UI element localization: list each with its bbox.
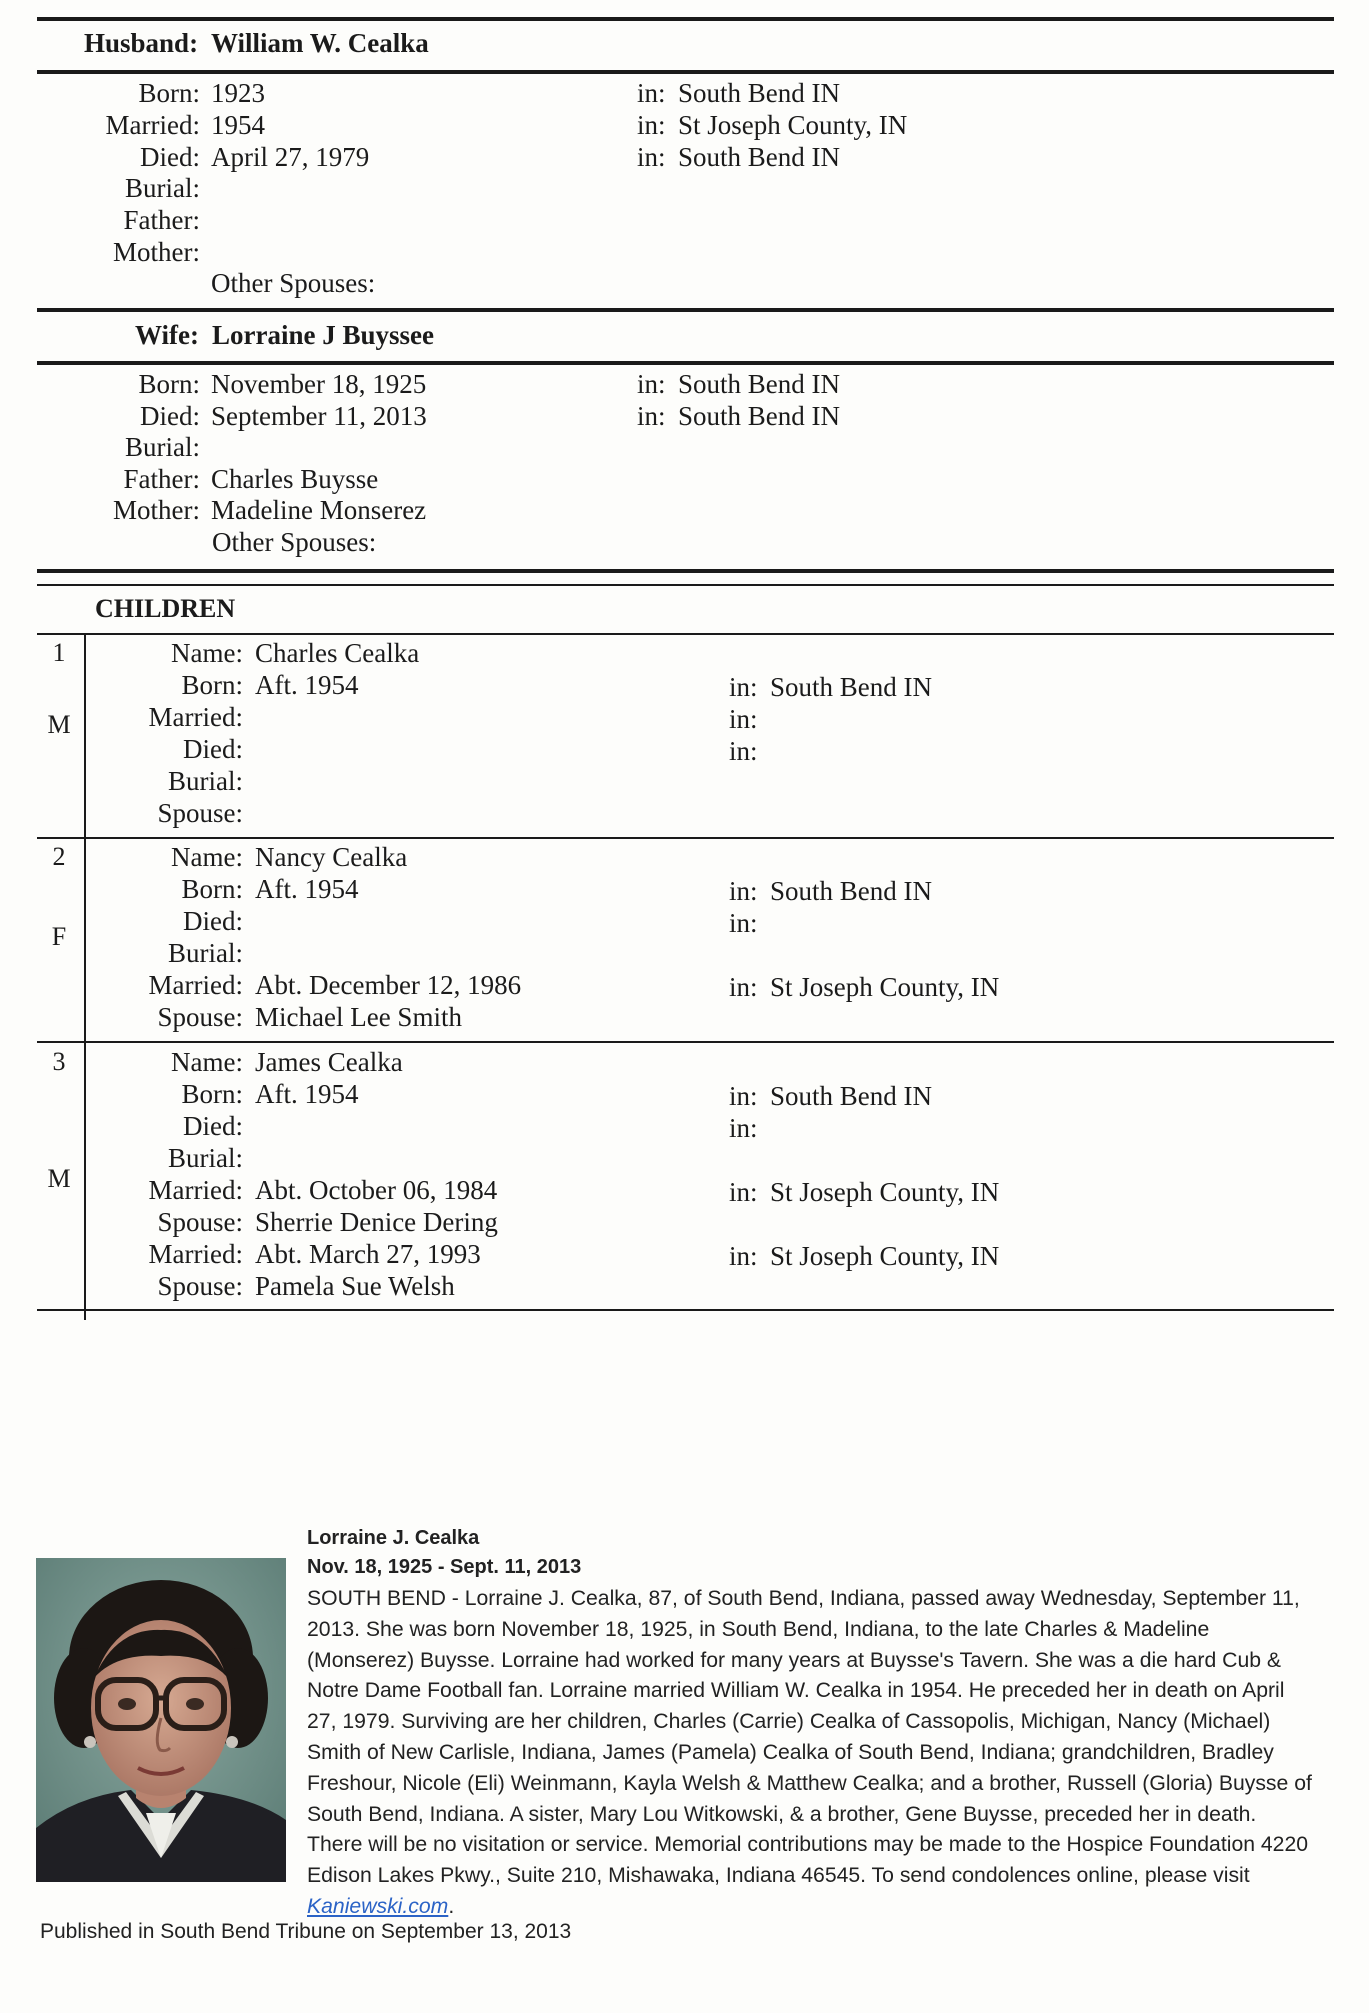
child-field-in-label: in: xyxy=(729,1081,758,1111)
child-field-value: Charles Cealka xyxy=(255,638,420,668)
child-field-value: Abt. October 06, 1984 xyxy=(255,1175,498,1205)
child-field-place: St Joseph County, IN xyxy=(770,1241,1000,1271)
husband-header-label: Husband: xyxy=(84,28,199,58)
child-field-label: Burial: xyxy=(168,938,243,968)
obituary-body xyxy=(307,1584,1317,1923)
child-field-value: Michael Lee Smith xyxy=(255,1002,462,1032)
husband-field-label: Died: xyxy=(140,141,200,172)
child-field-value: Aft. 1954 xyxy=(255,670,359,700)
child-field-label: Died: xyxy=(183,734,243,764)
husband-field-place: St Joseph County, IN xyxy=(678,109,908,140)
obituary-name: Lorraine J. Cealka xyxy=(307,1527,480,1549)
husband-field-label: Father: xyxy=(123,205,200,236)
wife-field-value: Charles Buysse xyxy=(211,463,379,494)
husband-field-label: Married: xyxy=(105,109,200,140)
obituary-body-end: . xyxy=(448,1894,455,1918)
wife-other-spouses-label: Other Spouses: xyxy=(212,527,377,557)
child-field-place: South Bend IN xyxy=(770,876,932,906)
child-field-label: Married: xyxy=(148,970,243,1000)
husband-other-spouses-label: Other Spouses: xyxy=(211,268,376,298)
wife-name: Lorraine J Buyssee xyxy=(212,320,434,350)
child-field-in-label: in: xyxy=(729,1177,758,1207)
child-field-label: Spouse: xyxy=(157,1207,243,1237)
obituary-dates: Nov. 18, 1925 - Sept. 11, 2013 xyxy=(307,1556,582,1578)
child-field-value: Sherrie Denice Dering xyxy=(255,1207,498,1237)
child-field-value: Abt. December 12, 1986 xyxy=(255,970,522,1000)
child-field-label: Died: xyxy=(183,906,243,936)
husband-field-in-label: in: xyxy=(637,78,666,108)
child-number: 3 xyxy=(52,1047,66,1076)
child-field-in-label: in: xyxy=(729,972,758,1002)
wife-field-label: Died: xyxy=(140,400,200,431)
obituary-text: SOUTH BEND - Lorraine J. Cealka, 87, of South Bend, Indiana, passed away Wednesday, September 11, 2013. She was born November 18, 1925, in South Bend, Indiana, to the late Charles & Madeline (Monserez) Buysse. Lorraine had worked for many years at Buysse's Tavern. She was a die hard Cub & Notre Dame Football fan. Lorraine married William W. Cealka in 1954. He preceded her in death on April 27, 1979. Surviving are her children, Charles (Carrie) Cealka of Cassopolis, Michigan, Nancy (Michael) Smith of New Carlisle, Indiana, James (Pamela) Cealka of South Bend, Indiana; grandchildren, Bradley Freshour, Nicole (Eli) Weinmann, Kayla Welsh & Matthew Cealka; and a brother, Russell (Gloria) Buysse of South Bend, Indiana. A sister, Mary Lou Witkowski, & a brother, Gene Buysse, preceded her in death. There will be no visitation or service. Memorial contributions may be made to the Hospice Foundation 4220 Edison Lakes Pkwy., Suite 210, Mishawaka, Indiana 46545. To send condolences online, please visit xyxy=(307,1587,1312,1888)
child-field-label: Name: xyxy=(171,1047,243,1077)
wife-field-place: South Bend IN xyxy=(678,369,840,399)
wife-field-label: Father: xyxy=(123,463,200,494)
wife-rule xyxy=(37,361,1334,365)
child-field-in-label: in: xyxy=(729,672,758,702)
child-field-in-label: in: xyxy=(729,908,758,938)
husband-field-value: April 27, 1979 xyxy=(211,141,370,172)
wife-field-value: Madeline Monserez xyxy=(211,495,427,526)
child-field-place: St Joseph County, IN xyxy=(770,972,1000,1002)
child-field-label: Burial: xyxy=(168,766,243,796)
child-field-label: Died: xyxy=(183,1111,243,1141)
husband-field-value: 1954 xyxy=(211,109,265,140)
child-field-label: Burial: xyxy=(168,1143,243,1173)
child-field-label: Spouse: xyxy=(157,1002,243,1032)
husband-field-in-label: in: xyxy=(637,141,666,172)
child-field-value: Pamela Sue Welsh xyxy=(255,1271,455,1301)
child-field-label: Married: xyxy=(148,1175,243,1205)
wife-field-label: Born: xyxy=(138,369,200,399)
child-field-value: Aft. 1954 xyxy=(255,1079,359,1109)
child-field-label: Born: xyxy=(181,874,243,904)
child-field-value: Aft. 1954 xyxy=(255,874,359,904)
condolences-link[interactable]: Kaniewski.com xyxy=(307,1894,449,1918)
child-field-place: St Joseph County, IN xyxy=(770,1177,1000,1207)
husband-field-in-label: in: xyxy=(637,109,666,140)
wife-header-label: Wife: xyxy=(135,320,199,350)
wife-top-rule xyxy=(37,308,1334,312)
husband-field-label: Born: xyxy=(138,78,200,108)
wife-field-value: September 11, 2013 xyxy=(211,400,427,431)
husband-field-place: South Bend IN xyxy=(678,141,840,172)
child-field-label: Married: xyxy=(148,1239,243,1269)
husband-field-place: South Bend IN xyxy=(678,78,840,108)
top-rule xyxy=(37,17,1334,21)
wife-field-label: Burial: xyxy=(125,432,200,463)
child-sex: M xyxy=(47,710,71,739)
child-field-in-label: in: xyxy=(729,736,758,766)
child-number: 2 xyxy=(52,842,66,871)
child-field-label: Married: xyxy=(148,702,243,732)
children-vertical-rule xyxy=(84,633,86,1320)
child-separator-rule xyxy=(37,1309,1334,1311)
child-field-label: Spouse: xyxy=(157,798,243,828)
child-separator-rule xyxy=(37,1041,1334,1043)
child-field-value: Abt. March 27, 1993 xyxy=(255,1239,481,1269)
husband-field-label: Mother: xyxy=(113,237,200,267)
child-field-in-label: in: xyxy=(729,1241,758,1271)
husband-field-value: 1923 xyxy=(211,78,265,108)
wife-field-in-label: in: xyxy=(637,369,666,399)
child-field-label: Name: xyxy=(171,842,243,872)
child-field-label: Born: xyxy=(181,1079,243,1109)
portrait-photo xyxy=(36,1558,286,1882)
child-field-in-label: in: xyxy=(729,1113,758,1143)
child-field-place: South Bend IN xyxy=(770,672,932,702)
child-field-place: South Bend IN xyxy=(770,1081,932,1111)
wife-field-value: November 18, 1925 xyxy=(211,369,427,399)
child-field-label: Name: xyxy=(171,638,243,668)
husband-field-label: Burial: xyxy=(125,173,200,204)
published-note: Published in South Bend Tribune on September 13, 2013 xyxy=(40,1920,572,1943)
child-field-label: Spouse: xyxy=(157,1271,243,1301)
wife-field-in-label: in: xyxy=(637,400,666,431)
husband-rule xyxy=(37,70,1334,74)
wife-field-label: Mother: xyxy=(113,495,200,526)
child-number: 1 xyxy=(52,638,66,667)
child-field-in-label: in: xyxy=(729,876,758,906)
husband-name: William W. Cealka xyxy=(211,28,429,58)
child-sex: F xyxy=(51,922,67,951)
children-double-rule-top xyxy=(37,569,1334,573)
child-field-in-label: in: xyxy=(729,704,758,734)
wife-field-place: South Bend IN xyxy=(678,400,840,431)
children-double-rule-bottom xyxy=(37,584,1334,586)
child-field-label: Born: xyxy=(181,670,243,700)
children-header-rule xyxy=(37,633,1334,635)
child-separator-rule xyxy=(37,837,1334,839)
children-title: CHILDREN xyxy=(95,594,236,623)
child-field-value: Nancy Cealka xyxy=(255,842,408,872)
child-sex: M xyxy=(47,1164,71,1193)
child-field-value: James Cealka xyxy=(255,1047,403,1077)
